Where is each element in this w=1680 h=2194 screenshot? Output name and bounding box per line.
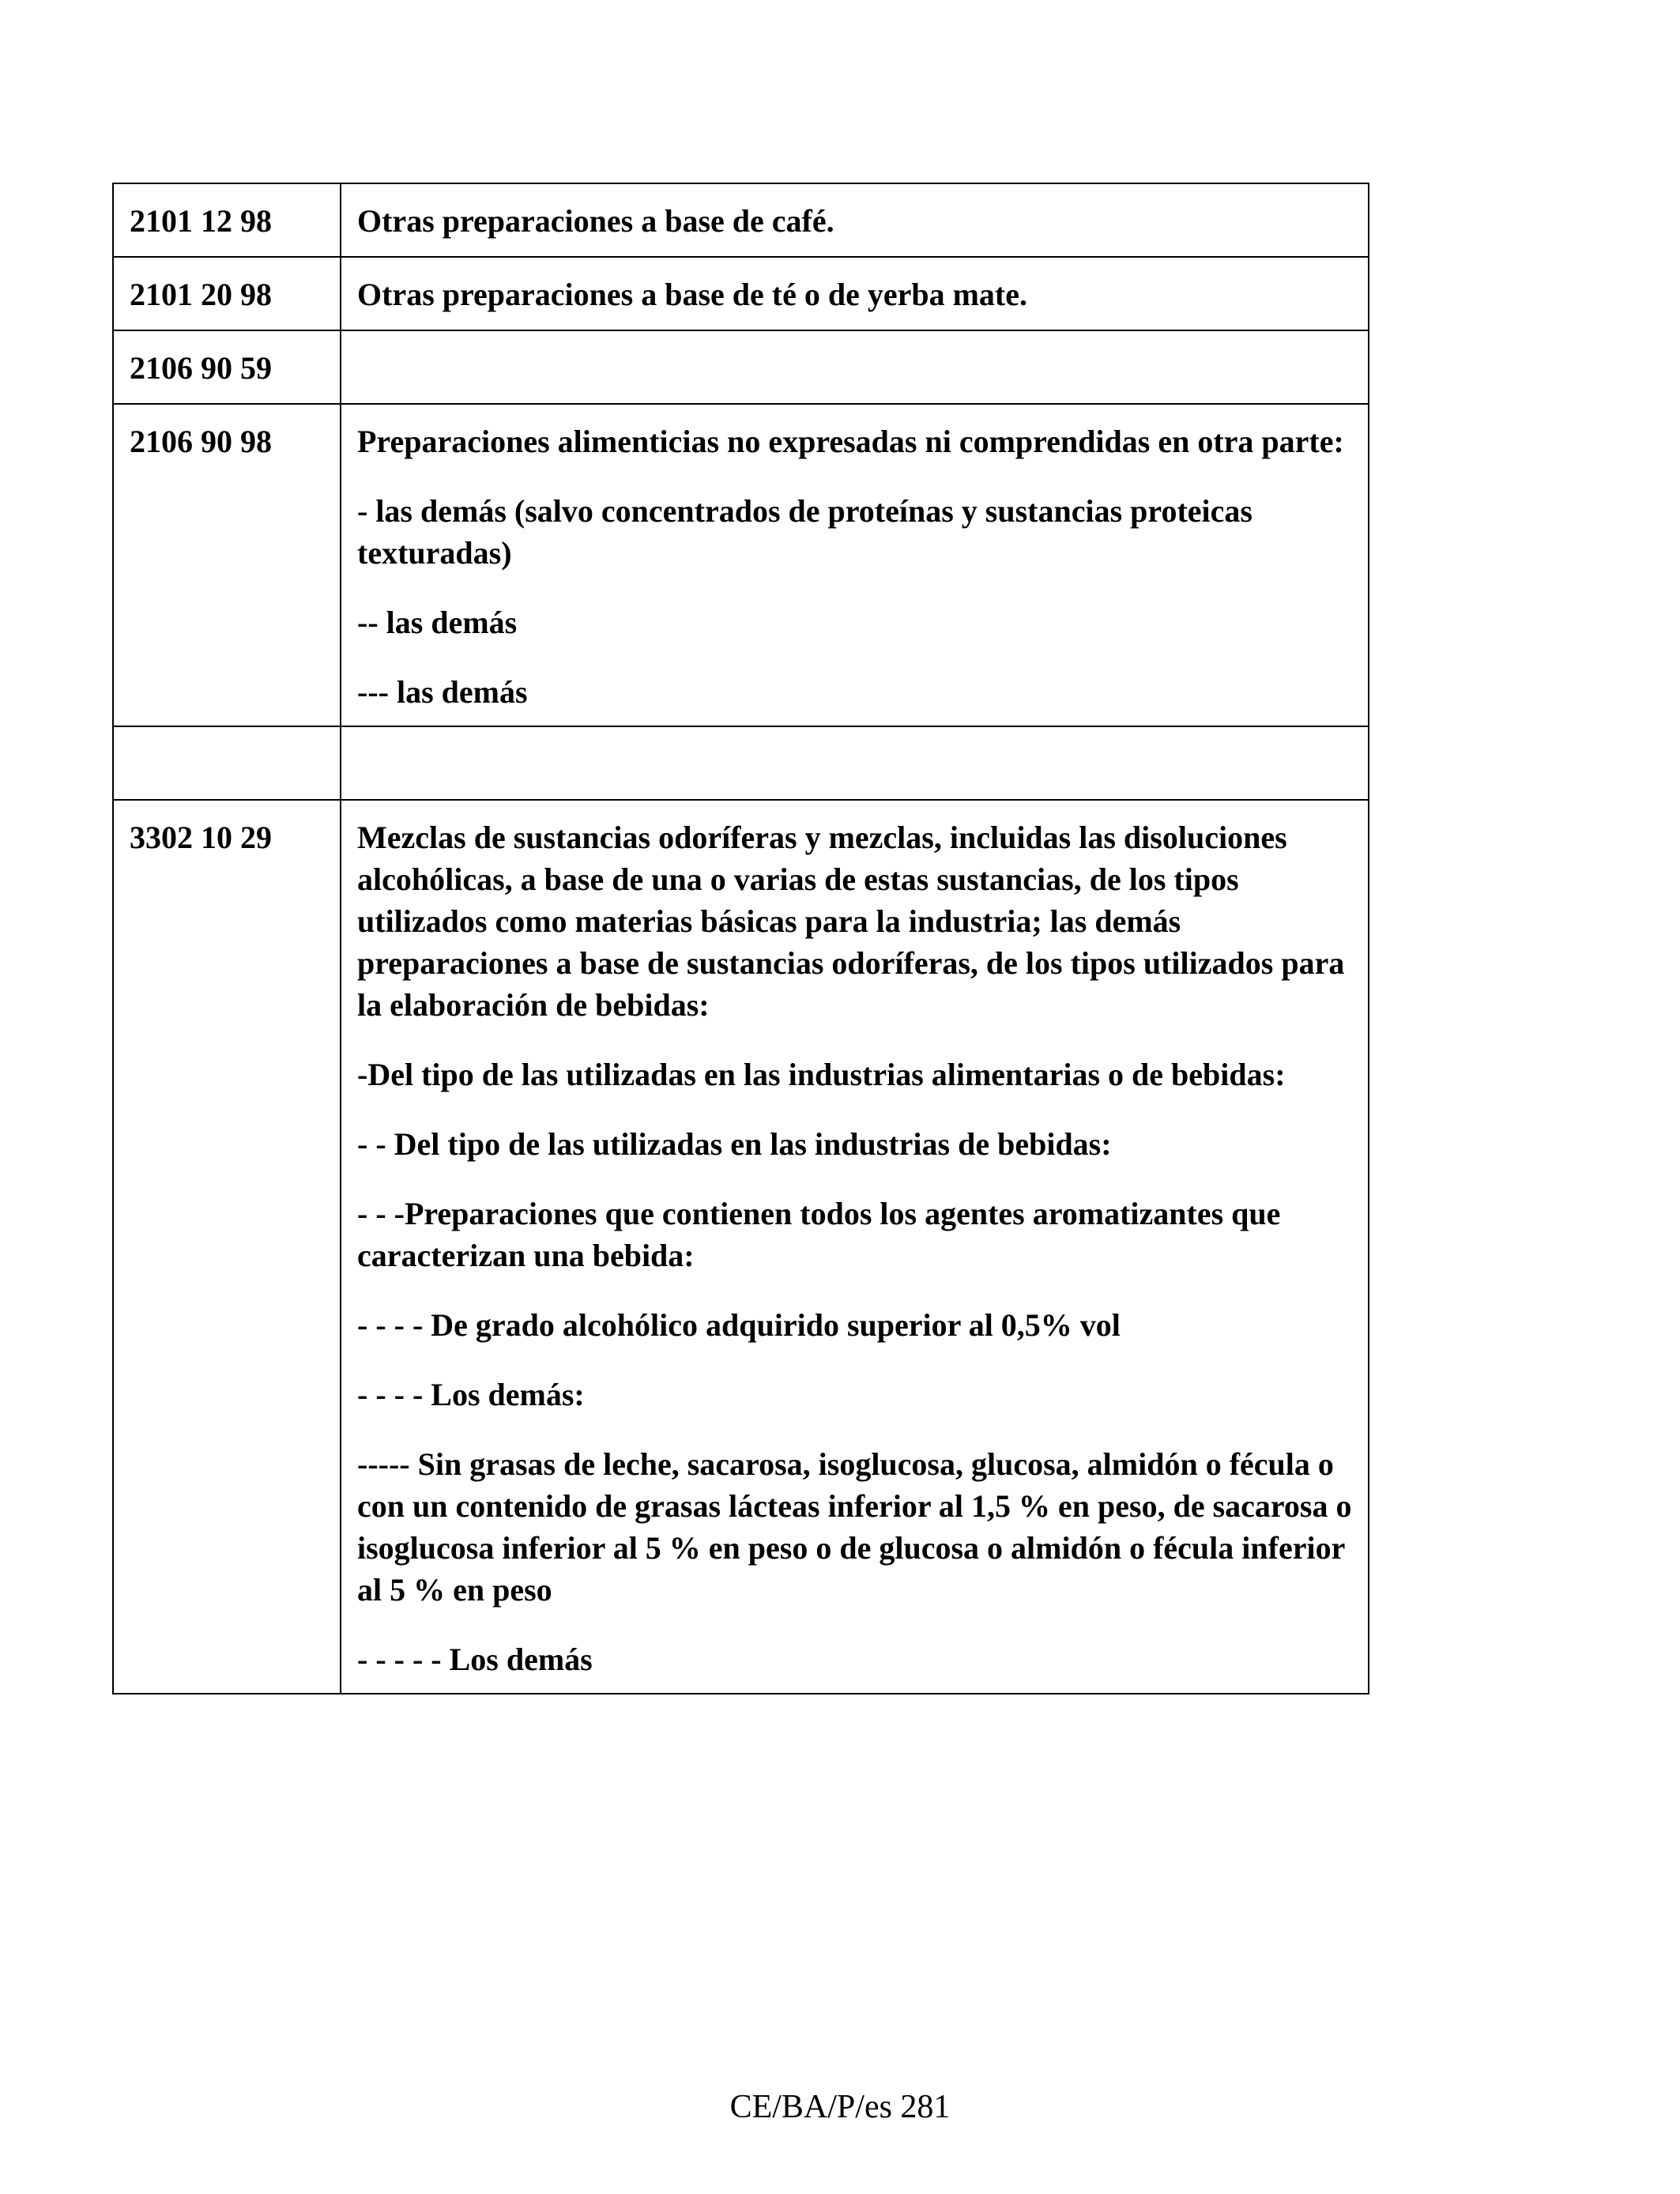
code-cell: 2106 90 98 (113, 404, 341, 726)
description-paragraph: Otras preparaciones a base de café. (357, 203, 834, 239)
description-paragraph: - - Del tipo de las utilizadas en las industrias de bebidas: (357, 1126, 1112, 1162)
tariff-table-body (113, 183, 1369, 1694)
description-cell (341, 257, 1369, 330)
description-paragraph: Otras preparaciones a base de té o de yerba mate. (357, 277, 1028, 312)
description-paragraph: - - - - Los demás: (357, 1377, 585, 1412)
description-paragraph: - - - - - Los demás (357, 1642, 593, 1677)
table-row (113, 257, 1369, 330)
table-row (113, 404, 1369, 726)
tariff-table (112, 183, 1369, 1695)
description-cell (341, 330, 1369, 404)
description-paragraph: -- las demás (357, 605, 518, 640)
description-paragraph: Preparaciones alimenticias no expresadas ni comprendidas en otra parte: (357, 424, 1344, 459)
table-row (113, 330, 1369, 404)
code-cell: 2101 12 98 (113, 183, 341, 257)
table-row (113, 183, 1369, 257)
code-cell: 3302 10 29 (113, 800, 341, 1694)
code-cell: 2106 90 59 (113, 330, 341, 404)
description-paragraph: - las demás (salvo concentrados de proteínas y sustancias proteicas texturadas) (357, 493, 1252, 571)
description-paragraph: --- las demás (357, 674, 528, 710)
table-row (113, 800, 1369, 1694)
page-footer-reference: CE/BA/P/es 281 (729, 2089, 951, 2125)
description-cell (341, 404, 1369, 726)
description-paragraph: -Del tipo de las utilizadas en las industrias alimentarias o de bebidas: (357, 1057, 1286, 1092)
description-paragraph: Mezclas de sustancias odoríferas y mezclas, incluidas las disoluciones alcohólicas, a base de una o varias de estas sustancias, de los tipos utilizados como materias básicas para la industria; las demás preparaciones a base de sustancias odoríferas, de los tipos utilizados para la elaboración de bebidas: (357, 820, 1345, 1023)
table-row-empty (113, 726, 1369, 800)
description-cell (341, 800, 1369, 1694)
code-cell: 2101 20 98 (113, 257, 341, 330)
code-cell (113, 726, 341, 800)
description-paragraph: - - - - De grado alcohólico adquirido superior al 0,5% vol (357, 1307, 1121, 1343)
description-cell (341, 726, 1369, 800)
description-cell (341, 183, 1369, 257)
description-paragraph: - - -Preparaciones que contienen todos los agentes aromatizantes que caracterizan una bebida: (357, 1196, 1281, 1273)
description-paragraph: ----- Sin grasas de leche, sacarosa, isoglucosa, glucosa, almidón o fécula o con un contenido de grasas lácteas inferior al 1,5 % en peso, de sacarosa o isoglucosa inferior al 5 % en peso o de glucosa o almidón o fécula inferior al 5 % en peso (357, 1446, 1352, 1608)
